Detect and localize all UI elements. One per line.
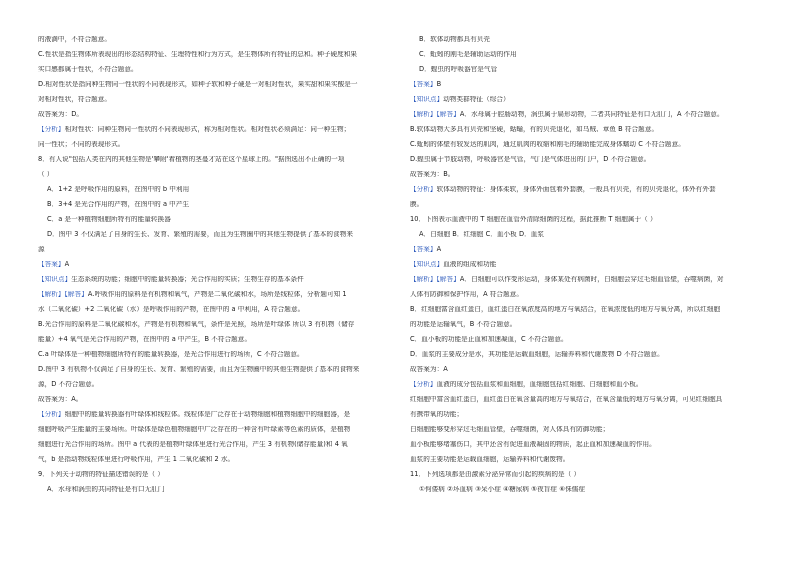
left-column-line: C．a 是一种植物细胞所特有的能量转换器 [47, 216, 171, 223]
section-tag: 【解析】【解答】 [38, 291, 88, 298]
right-column-line: C．血小板的功能是止血和加速凝血，C 不符合题意。 [410, 336, 568, 343]
section-tag: 【知识点】 [410, 261, 444, 268]
right-column-line: 血浆的主要功能是运载血细胞，运输养料和代谢废物。 [410, 456, 570, 463]
right-column-line: 白细胞能够变形穿过毛细血管壁，吞噬细菌，对人体具有防御功能； [410, 426, 610, 433]
right-column-line: 血小板能够堵塞伤口，其中还含有促进血液凝固的物质，起止血和加速凝血的作用。 [410, 441, 656, 448]
left-column-line: B．3+4 是光合作用的产物，在图中的 a 中产生 [47, 201, 190, 208]
left-column-line: 能量）+4 氧气是光合作用的产物，在图中的 a 中产生，B 不符合题意。 [38, 336, 252, 343]
right-column-line: 【知识点】动物类群特征（综合） [410, 96, 510, 103]
right-column-line: 【分析】软体动物的特征：身体柔软，身体外面包着外套膜，一般具有贝壳，有的贝壳退化，体外有外套 [410, 186, 716, 193]
section-tag: 【解析】【解答】 [410, 276, 460, 283]
right-column-line: C.蚯蚓的体壁有较发达的肌肉，通过肌肉的收缩和刚毛的辅助能完成身体蠕动 C 不符合题意。 [410, 141, 685, 148]
right-column-line: 故答案为：B。 [410, 171, 455, 178]
left-column-line: 源 [38, 246, 45, 253]
right-column-line: 【分析】血液的成分包括血浆和血细胞，血细胞包括红细胞、白细胞和血小板。 [410, 381, 643, 388]
left-column-line: C.性状是指生物体所表现出的形态结构特征、生理特性和行为方式，是生物体所有特征的总和。种子硬度和果 [38, 51, 358, 58]
right-column-line: 【解析】【解答】A．水母属于腔肠动物，涡虫属于扁形动物，二者共同特征是有口无肛门，A 不符合题意。 [410, 111, 724, 118]
section-tag: 【知识点】 [38, 276, 72, 283]
right-column-line: B．红细胞富含血红蛋白，血红蛋白在氧浓度高的地方与氧结合，在氧浓度低的地方与氧分离，所以红细胞 [410, 306, 721, 313]
left-column-line: D.相对性状是指同种生物同一性状的不同表现形式，如种子软和种子硬是一对相对性状，果实甜和果实酸是一 [38, 81, 358, 88]
right-column-line: 的功能是运输氧气，B 不符合题意。 [410, 321, 517, 328]
left-column-line: 细胞呼吸产生能量的主要场所。叶绿体是绿色植物细胞中广泛存在的一种含有叶绿素等色素的质体，是植物 [38, 426, 351, 433]
left-column-line: 【解析】【解答】A.呼吸作用的原料是有机物和氧气，产物是二氧化碳和水，场所是线粒体，分析题可知 1 [38, 291, 347, 298]
left-column-line: C.a 叶绿体是一种植物细胞所特有的能量转换器，是光合作用进行的场所，C 不符合题意。 [38, 351, 304, 358]
left-column-line: 细胞进行光合作用的场所。图中 a 代表的是植物叶绿体里进行光合作用，产生 3 有机物(储存能量)和 4 氧 [38, 441, 348, 448]
left-column-line: 同一性状；不同的表现形式。 [38, 141, 125, 148]
right-column-line: B．软体动物都具有贝壳 [419, 36, 491, 43]
right-column-line: 【答案】B [410, 81, 442, 88]
section-tag: 【答案】 [410, 246, 437, 253]
left-column-line: 故答案为：D。 [38, 111, 83, 118]
left-column-line: 源，D 不符合题意。 [38, 381, 99, 388]
left-column-line: 的液滴中，不符合题意。 [38, 36, 112, 43]
right-column-line: D．蝗虫的呼吸器官是气管 [419, 66, 498, 73]
section-tag: 【分析】 [410, 186, 437, 193]
section-tag: 【分析】 [38, 411, 65, 418]
right-column-line: B.软体动物大多具有贝壳和坚硬，蛞蝓，有的贝壳退化，如乌贼、章鱼 B 符合题意。 [410, 126, 659, 133]
left-column-line: 9．下列关于动物的特征描述错误的是（ ） [38, 471, 164, 478]
right-column-line: 11．下列选项都是由激素分泌异常而引起的疾病的是（ ） [410, 471, 581, 478]
right-column-line: C．蚯蚓的刚毛是辅助运动的作用 [419, 51, 517, 58]
left-column-line: 【知识点】生态系统的功能；细胞中的能量转换器；光合作用的实质；生物生存的基本条件 [38, 276, 304, 283]
left-column-line: D.图中 3 有机物不仅满足了自身的生长、发育、繁殖的需要，而且为生物圈中的其他生物提供了基本的食物来 [38, 366, 360, 373]
right-column-line: 有携带氧的功能； [410, 411, 464, 418]
section-tag: 【答案】 [38, 261, 65, 268]
right-column-line: 膜。 [410, 201, 424, 208]
section-tag: 【答案】 [410, 81, 437, 88]
left-column-line: A．水母和涡虫的共同特征是有口无肛门 [47, 486, 165, 493]
left-column-line: A．1+2 是呼吸作用的原料，在图中的 b 中利用 [47, 186, 190, 193]
left-column-line: D．图中 3 不仅满足了自身的生长、发育、繁殖的需要，而且为生物圈中的其他生物提供了基本的食物来 [47, 231, 353, 238]
left-column-line: 气，b 是指动物线粒体里进行呼吸作用，产生 1 二氧化碳和 2 水。 [38, 456, 235, 463]
right-column [410, 36, 770, 501]
left-column-line: 8．有人说"包括人类在内的其他生物是'攀附'着植物的茎蔓才站在这个星球上的。"据图选出不正确的一项 [38, 156, 345, 163]
left-column-line: （ ） [38, 171, 54, 178]
right-column-line: D．血浆的主要成分是水，其功能是运载血细胞，运输养料和代谢废物 D 不符合题意。 [410, 351, 664, 358]
right-column-line: 10．下图表示血液中的 T 细胞在血管外清除细菌的过程，据此推断 T 细胞属于（ ） [410, 216, 657, 223]
section-tag: 【分析】 [38, 126, 65, 133]
left-column-line: B.光合作用的原料是二氧化碳和水，产物是有机物和氧气，条件是光照，场所是叶绿体 所以 3 有机物（储存 [38, 321, 355, 328]
section-tag: 【分析】 [410, 381, 437, 388]
left-column-line: 故答案为：A。 [38, 396, 83, 403]
left-column-line: 实口感都属于性状，不符合题意。 [38, 66, 138, 73]
section-tag: 【解析】【解答】 [410, 111, 460, 118]
right-column-line: 故答案为：A [410, 366, 448, 373]
right-column-line: 【知识点】血液的组成和功能 [410, 261, 497, 268]
left-column-line: 【分析】细胞中的能量转换器有叶绿体和线粒体。线粒体是广泛存在于动物细胞和植物细胞中的细胞器，是 [38, 411, 351, 418]
section-tag: 【知识点】 [410, 96, 444, 103]
left-column [38, 36, 398, 501]
right-column-line: D.蝗虫属于节肢动物，呼吸器官是气管，气门是气体进出的门户，D 不符合题意。 [410, 156, 651, 163]
right-column-line: 【答案】A [410, 246, 442, 253]
right-column-line: ①佝偻病 ②坏血病 ③呆小症 ④糖尿病 ⑤夜盲症 ⑥侏儒症 [419, 486, 586, 493]
right-column-line: 【解析】【解答】A．白细胞可以作变形运动，身体某处有病菌时，白细胞会穿过毛细血管壁，吞噬病菌，对 [410, 276, 724, 283]
left-column-line: 【答案】A [38, 261, 70, 268]
right-column-line: 红细胞中富含血红蛋白，血红蛋白在氧含量高的地方与氧结合，在氧含量低的地方与氧分离，可见红细胞具 [410, 396, 723, 403]
left-column-line: 【分析】相对性状：同种生物同一性状的不同表现形式，称为相对性状。相对性状必须满足：同一种生物； [38, 126, 351, 133]
left-column-line: 对相对性状，符合题意。 [38, 96, 112, 103]
left-column-line: 水（二氧化碳）+2 二氧化碳（水）是呼吸作用的产物，在图中的 a 中利用，A 符合题意。 [38, 306, 305, 313]
right-column-line: 人体有防御和保护作用，A 符合题意。 [410, 291, 524, 298]
right-column-line: A．白细胞 B．红细胞 C．血小板 D．血浆 [419, 231, 545, 238]
